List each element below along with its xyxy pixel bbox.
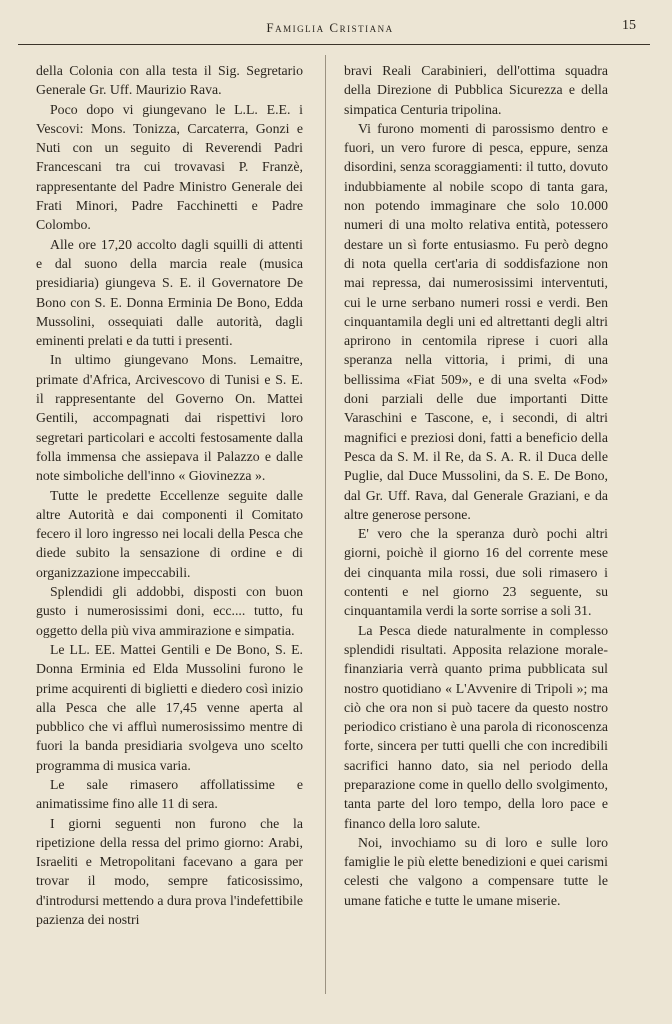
paragraph: Alle ore 17,20 accolto dagli squilli di attenti e dal suono della marcia reale (musica presidiaria) giungeva S. E. il Governatore De Bono con S. E. Donna Erminia De Bono, Edda Mussolini, ossequiati dalle autorità, dagli eminenti prelati e da tutti i presenti. xyxy=(36,236,303,349)
page-header xyxy=(24,18,636,42)
paragraph: della Colonia con alla testa il Sig. Segretario Generale Gr. Uff. Maurizio Rava. xyxy=(36,63,303,98)
paragraph: Le sale rimasero affollatissime e animatissime fino alle 11 di sera. xyxy=(36,776,303,812)
right-column xyxy=(344,61,608,910)
paragraph: Poco dopo vi giungevano le L.L. E.E. i Vescovi: Mons. Tonizza, Carcaterra, Gonzi e Nuti con un seguito di Reverendi Padri Francescani tra cui trovavasi P. Franzè, rappresentante del Padre Ministro Generale dei Frati Minori, Padre Facchinetti e Padre Colombo. xyxy=(36,101,303,233)
left-column xyxy=(36,61,303,929)
paragraph: Noi, invochiamo su di loro e sulle loro famiglie le più elette benedizioni e quei carismi celesti che valgono a compensare tutte le umane fatiche e tutte le umane miserie. xyxy=(344,834,608,908)
paragraph: I giorni seguenti non furono che la ripetizione della ressa del primo giorno: Arabi, Israeliti e Metropolitani facevano a gara per trovar il modo, sempre faticosissimo, d'introdursi mettendo a dura prova l'indefettibile pazienza dei nostri xyxy=(36,815,303,928)
paragraph: La Pesca diede naturalmente in complesso splendidi risultati. Apposita relazione morale-finanziaria verrà quanto prima pubblicata sul nostro quotidiano « L'Avvenire di Tripoli »; ma ciò che ora non si può tacere da questo nostro periodico cristiano è una parola di riconoscenza forte, sincera per tutti quelli che con incredibili sacrifici hanno dato, sia nel periodo della preparazione come in quello dello svolgimento, tanta parte del loro tempo, della loro pace e financo della loro salute. xyxy=(344,622,608,831)
header-rule xyxy=(18,44,650,45)
paragraph: Tutte le predette Eccellenze seguite dalle altre Autorità e dai componenti il Comitato fecero il loro ingresso nei locali della Pesca che diede subito la sensazione di ordine e di organizzazione impeccabili. xyxy=(36,487,303,580)
paragraph: Le LL. EE. Mattei Gentili e De Bono, S. E. Donna Erminia ed Elda Mussolini furono le prime acquirenti di biglietti e diedero così inizio alla Pesca che alle 17,45 venne aperta al pubblico che vi affluì numerosissimo mentre di fuori la banda presidiaria svolgeva uno scelto programma di musica varia. xyxy=(36,641,303,773)
paragraph: bravi Reali Carabinieri, dell'ottima squadra della Direzione di Pubblica Sicurezza e della simpatica Centuria tripolina. xyxy=(344,63,608,117)
paragraph: E' vero che la speranza durò pochi altri giorni, poichè il giorno 16 del corrente mese dei cinquanta mila rossi, due soli rimasero i contenti e nel giorno 23 seguente, su cinquantamila verdi la sorte sorrise a soli 31. xyxy=(344,526,608,619)
column-divider xyxy=(325,55,326,994)
paragraph: Vi furono momenti di parossismo dentro e fuori, un vero furore di pesca, eppure, senza disordini, senza scoraggiamenti: il tutto, dovuto indubbiamente al nobile scopo di tanta gara, non potendo immaginare che solo 10.000 numeri di una molto relativa entità, potessero destare un sì forte entusiasmo. Fu però degno di nota quella cert'aria di soddisfazione non mai repressa, dai numerosissimi interventuti, cui le urne serbano numeri rossi e verdi. Ben cinquantamila degli uni ed altrettanti degli altri aprirono in centomila riprese i cuori alla speranza nella vittoria, i primi, di una bellissima «Fiat 509», e di una svelta «Fod» doni parziali delle due importanti Ditte Varaschini e Tascone, e, i secondi, di altri magnifici e preziosi doni, fatti a beneficio della Pesca da S. M. il Re, da S. A. R. il Duca delle Puglie, dal Duce Mussolini, da S. E. De Bono, dal Gr. Uff. Rava, dal Generale Graziani, e da altre generose persone. xyxy=(344,120,608,522)
paragraph: Splendidi gli addobbi, disposti con buon gusto i numerosissimi doni, ecc.... tutto, fu oggetto della più viva ammirazione e simpatia. xyxy=(36,584,303,638)
paragraph: In ultimo giungevano Mons. Lemaitre, primate d'Africa, Arcivescovo di Tunisi e S. E. il rappresentante del Governo On. Mattei Gentili, accompagnati dai rispettivi loro segretari particolari e accolti festosamente dalla folla immensa che assiepava il Palazzo e dalle note simboliche dell'inno « Giovinezza ». xyxy=(36,352,303,484)
page-number: 15 xyxy=(622,18,636,33)
running-title: Famiglia Cristiana xyxy=(266,20,394,35)
